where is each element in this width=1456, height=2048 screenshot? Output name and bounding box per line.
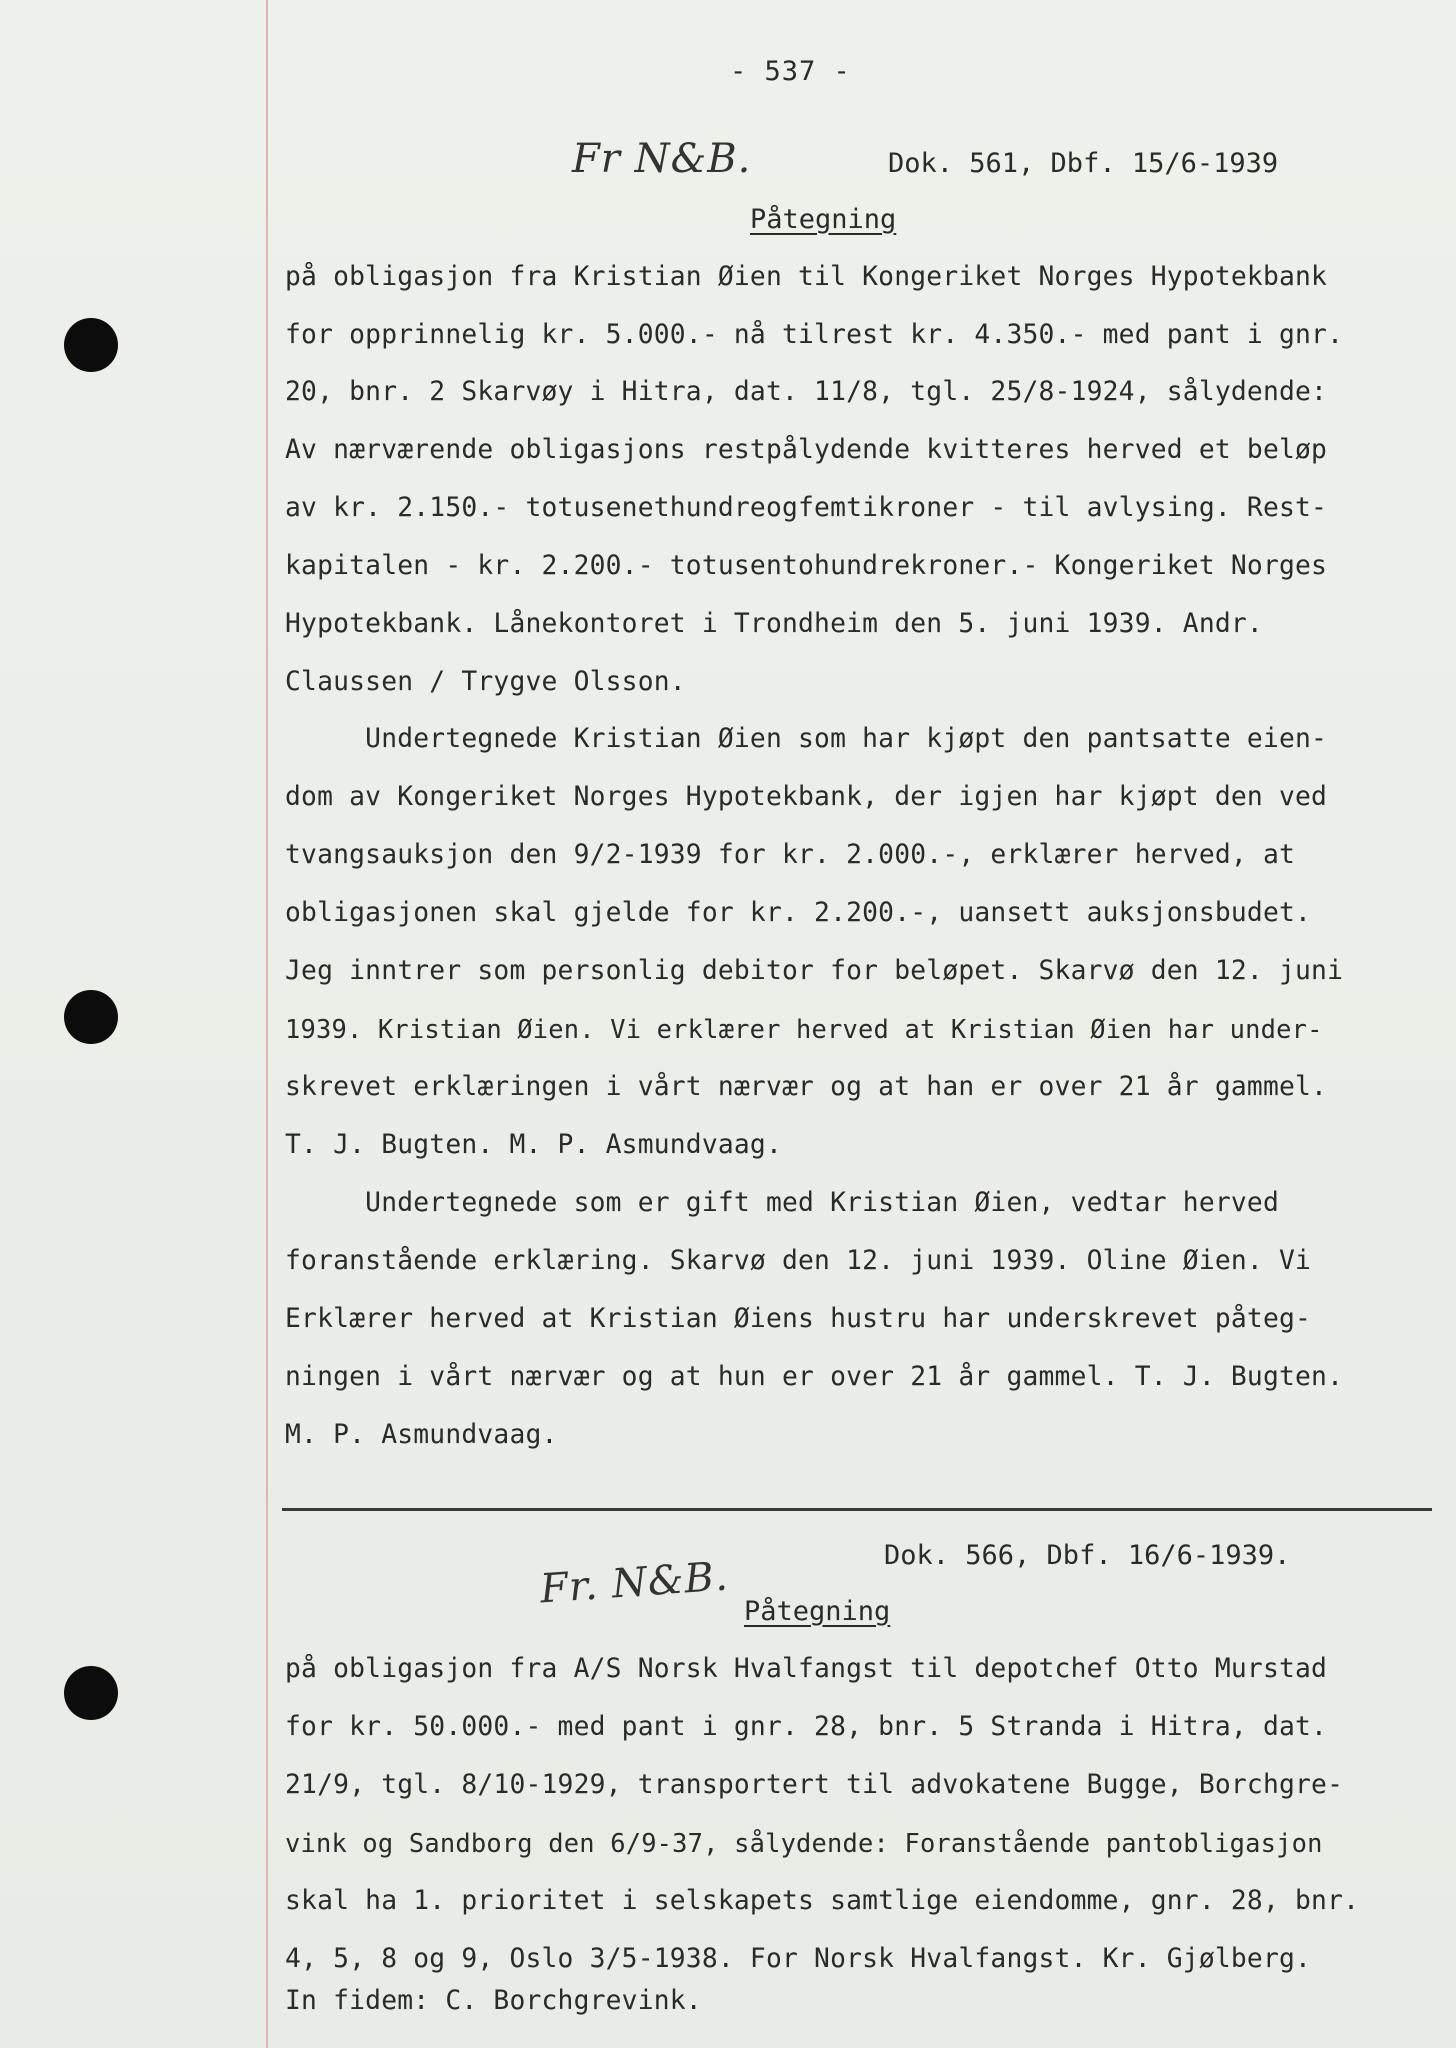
text-line: Hypotekbank. Lånekontoret i Trondheim den 5. juni 1939. Andr. xyxy=(285,609,1263,639)
doc-ref-1: Dok. 561, Dbf. 15/6-1939 xyxy=(888,148,1279,179)
text-line: vink og Sandborg den 6/9-37, sålydende: Foranstående pantobligasjon xyxy=(285,1828,1323,1858)
text-line: Jeg inntrer som personlig debitor for beløpet. Skarvø den 12. juni xyxy=(285,956,1344,986)
text-line: tvangsauksjon den 9/2-1939 for kr. 2.000.-, erklærer herved, at xyxy=(285,840,1296,870)
text-line: 4, 5, 8 og 9, Oslo 3/5-1938. For Norsk Hvalfangst. Kr. Gjølberg. xyxy=(285,1944,1312,1974)
text-line: Av nærværende obligasjons restpålydende kvitteres herved et beløp xyxy=(285,435,1328,465)
handwritten-note-1: Fr N&B. xyxy=(572,136,752,182)
text-line: M. P. Asmundvaag. xyxy=(285,1420,558,1450)
heading-1: Påtegning xyxy=(750,204,897,235)
text-line: Undertegnede Kristian Øien som har kjøpt den pantsatte eien- xyxy=(285,724,1328,754)
punch-hole-icon xyxy=(64,1666,118,1720)
text-line: av kr. 2.150.- totusenethundreogfemtikroner - til avlysing. Rest- xyxy=(285,493,1328,523)
text-line: kapitalen - kr. 2.200.- totusentohundrekroner.- Kongeriket Norges xyxy=(285,551,1328,581)
text-line: Undertegnede som er gift med Kristian Øien, vedtar herved xyxy=(285,1188,1279,1218)
margin-rule xyxy=(266,0,268,2048)
handwritten-note-2: Fr. N&B. xyxy=(538,1553,730,1613)
text-line: på obligasjon fra A/S Norsk Hvalfangst til depotchef Otto Murstad xyxy=(285,1654,1328,1684)
section-divider xyxy=(282,1508,1432,1511)
text-line: 21/9, tgl. 8/10-1929, transportert til advokatene Bugge, Borchgre- xyxy=(285,1770,1344,1800)
text-line: obligasjonen skal gjelde for kr. 2.200.-, uansett auksjonsbudet. xyxy=(285,898,1312,928)
page-number: - 537 - xyxy=(730,56,851,87)
text-line: dom av Kongeriket Norges Hypotekbank, der igjen har kjøpt den ved xyxy=(285,782,1328,812)
heading-2: Påtegning xyxy=(744,1596,891,1627)
text-line: 1939. Kristian Øien. Vi erklærer herved at Kristian Øien har under- xyxy=(285,1014,1323,1044)
text-line: ningen i vårt nærvær og at hun er over 21 år gammel. T. J. Bugten. xyxy=(285,1362,1344,1392)
text-line: for opprinnelig kr. 5.000.- nå tilrest kr. 4.350.- med pant i gnr. xyxy=(285,320,1344,350)
text-line: 20, bnr. 2 Skarvøy i Hitra, dat. 11/8, tgl. 25/8-1924, sålydende: xyxy=(285,377,1328,407)
text-line: for kr. 50.000.- med pant i gnr. 28, bnr. 5 Stranda i Hitra, dat. xyxy=(285,1712,1328,1742)
text-line: skrevet erklæringen i vårt nærvær og at han er over 21 år gammel. xyxy=(285,1072,1328,1102)
text-line: foranstående erklæring. Skarvø den 12. juni 1939. Oline Øien. Vi xyxy=(285,1246,1312,1276)
text-line: skal ha 1. prioritet i selskapets samtlige eiendomme, gnr. 28, bnr. xyxy=(285,1886,1360,1916)
text-line: Claussen / Trygve Olsson. xyxy=(285,667,686,697)
text-line: In fidem: C. Borchgrevink. xyxy=(285,1986,702,2016)
punch-hole-icon xyxy=(64,990,118,1044)
text-line: Erklærer herved at Kristian Øiens hustru har underskrevet påteg- xyxy=(285,1304,1312,1334)
punch-hole-icon xyxy=(64,318,118,372)
text-line: på obligasjon fra Kristian Øien til Kongeriket Norges Hypotekbank xyxy=(285,262,1328,292)
text-line: T. J. Bugten. M. P. Asmundvaag. xyxy=(285,1130,782,1160)
doc-ref-2: Dok. 566, Dbf. 16/6-1939. xyxy=(884,1540,1291,1571)
